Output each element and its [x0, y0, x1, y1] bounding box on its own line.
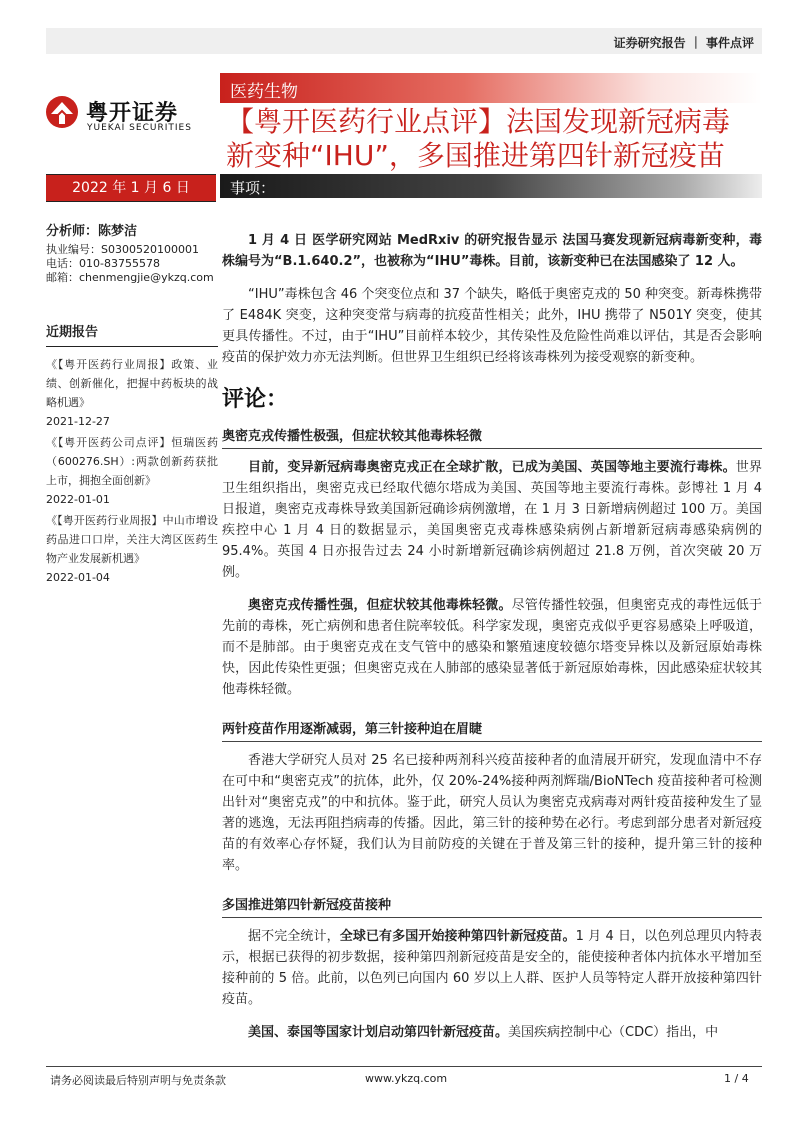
section-1-paragraph-2 — [222, 595, 762, 700]
event-paragraph-1: 1 月 4 日 医学研究网站 MedRxiv 的研究报告显示 法国马赛发现新冠病毒新变种，毒株编号为“B.1.640.2”，也被称为“IHU”毒株。目前，该新变种已在法国感染了 12 人。 — [222, 233, 762, 269]
sidebar — [46, 220, 218, 589]
event-banner — [220, 174, 762, 198]
header-bar — [46, 28, 762, 54]
section-3-p2-lead: 美国、泰国等国家计划启动第四针新冠疫苗。 — [248, 1025, 509, 1040]
recent-report-link[interactable]: 《【粤开医药行业周报】政策、业绩、创新催化，把握中药板块的战略机遇》 — [46, 358, 218, 409]
section-1-p1-lead: 目前，变异新冠病毒奥密克戎正在全球扩散，已成为美国、英国等地主要流行毒株。 — [248, 460, 736, 475]
footer-divider — [46, 1066, 762, 1067]
footer-website[interactable]: www.ykzq.com — [365, 1072, 448, 1085]
recent-report-link[interactable]: 《【粤开医药公司点评】恒瑞医药（600276.SH）:两款创新药获批上市，拥抱全面创新》 — [46, 436, 218, 487]
title-line-2: 新变种“IHU”，多国推进第四针新冠疫苗 — [226, 139, 725, 172]
report-date: 2022 年 1 月 6 日 — [46, 174, 216, 202]
comment-heading: 评论： — [222, 387, 289, 412]
analyst-name: 分析师：陈梦洁 — [46, 224, 138, 239]
sector-banner — [220, 73, 762, 103]
yuekai-logo-icon — [44, 94, 80, 130]
section-3-paragraph-2 — [222, 1022, 762, 1043]
footer-disclaimer: 请务必阅读最后特别声明与免责条款 — [50, 1074, 226, 1087]
recent-report-date: 2022-01-04 — [46, 571, 110, 584]
section-1-paragraph-1 — [222, 457, 762, 583]
section-3-p1-prefix: 据不完全统计， — [248, 929, 340, 944]
recent-report-date: 2021-12-27 — [46, 415, 110, 428]
recent-report-link[interactable]: 《【粤开医药行业周报】中山市增设药品进口口岸，关注大湾区医药生物产业发展新机遇》 — [46, 514, 218, 565]
section-3-p1-lead: 全球已有多国开始接种第四针新冠疫苗。 — [339, 929, 576, 944]
recent-reports-title: 近期报告 — [46, 321, 218, 347]
section-3-p2-body: 美国疾病控制中心（CDC）指出，中 — [508, 1025, 719, 1040]
footer-page-number: 1 / 4 — [724, 1072, 749, 1085]
main-content — [222, 230, 762, 1043]
section-1-p1-body: 世界卫生组织指出，奥密克戎已经取代德尔塔成为美国、英国等地主要流行毒株。彭博社 1 月 4 日报道，奥密克戎毒株导致美国新冠确诊病例激增，在 1 月 3 日新增病例超过 100 万。美国疾控中心 1 月 4 日的数据显示，美国奥密克戎毒株感染病例占新增新冠病毒感染病例的 95.4%。英国 4 日亦报告过去 24 小时新增新冠确诊病例超过 21.8 万例，首次突破 20 万例。 — [222, 460, 762, 580]
report-type-label: 证券研究报告 ｜ 事件点评 — [613, 36, 754, 50]
title-line-1: 【粤开医药行业点评】法国发现新冠病毒 — [226, 105, 731, 138]
logo-english-text: YUEKAI SECURITIES — [87, 123, 192, 133]
section-3-p1-body: 1 月 4 日，以色列总理贝内特表示，根据已获得的初步数据，接种第四剂新冠疫苗是安全的，能使接种者体内抗体水平增加至接种前的 5 倍。此前，以色列已向国内 60 岁以上人群、医护人员等特定人群开放接种第四针疫苗。 — [222, 929, 762, 1007]
phone-number: 电话：010-83755578 — [46, 257, 160, 270]
section-2-paragraph-1: 香港大学研究人员对 25 名已接种两剂科兴疫苗接种者的血清展开研究，发现血清中不存在可中和“奥密克戎”的抗体，此外，仅 20%-24%接种两剂辉瑞/BioNTech 疫苗接种者可检测出针对“奥密克戎”的中和抗体。鉴于此，研究人员认为奥密克戎病毒对两针疫苗接种发生了显著的逃逸，无法再阻挡病毒的传播。因此，第三针的接种势在必行。考虑到部分患者对新冠疫苗的有效率心存怀疑，我们认为目前防疫的关键在于普及第三针的接种，提升第三针的接种率。 — [222, 753, 762, 873]
section-2-heading: 两针疫苗作用逐渐减弱，第三针接种迫在眉睫 — [222, 712, 762, 742]
email-address[interactable]: 邮箱：chenmengjie@ykzq.com — [46, 271, 214, 284]
event-paragraph-2: “IHU”毒株包含 46 个突变位点和 37 个缺失，略低于奥密克戎的 50 种突变。新毒株携带了 E484K 突变，这种突变常与病毒的抗疫苗性相关；此外，IHU 携带了 N501Y 突变，使其更具传播性。不过，由于“IHU”目前样本较少，其传染性及危险性尚难以评估，其是否会影响疫苗的保护效力亦无法判断。但世界卫生组织已经将该毒株列为接受观察的新变种。 — [222, 287, 763, 365]
logo-chinese-text: 粤开证券 — [86, 101, 179, 126]
section-1-p2-body: 尽管传播性较强，但奥密克戎的毒性远低于先前的毒株，死亡病例和患者住院率较低。科学家发现，奥密克戎似乎更容易感染上呼吸道，而不是肺部。由于奥密克戎在支气管中的感染和繁殖速度较德尔塔变异株以及新冠原始毒株快，因此传染性更强；但奥密克戎在人肺部的感染显著低于新冠原始毒株，因此感染症状较其他毒株轻微。 — [222, 598, 762, 697]
event-label: 事项： — [230, 179, 276, 197]
section-1-p2-lead: 奥密克戎传播性强，但症状较其他毒株轻微。 — [248, 598, 512, 613]
report-title — [226, 105, 766, 173]
company-logo — [44, 94, 224, 140]
recent-report-date: 2022-01-01 — [46, 493, 110, 506]
section-3-paragraph-1 — [222, 926, 762, 1010]
sector-label: 医药生物 — [230, 82, 298, 102]
section-3-heading: 多国推进第四针新冠疫苗接种 — [222, 888, 762, 918]
section-1-heading: 奥密克戎传播性极强，但症状较其他毒株轻微 — [222, 419, 762, 449]
license-number: 执业编号：S0300520100001 — [46, 243, 199, 256]
